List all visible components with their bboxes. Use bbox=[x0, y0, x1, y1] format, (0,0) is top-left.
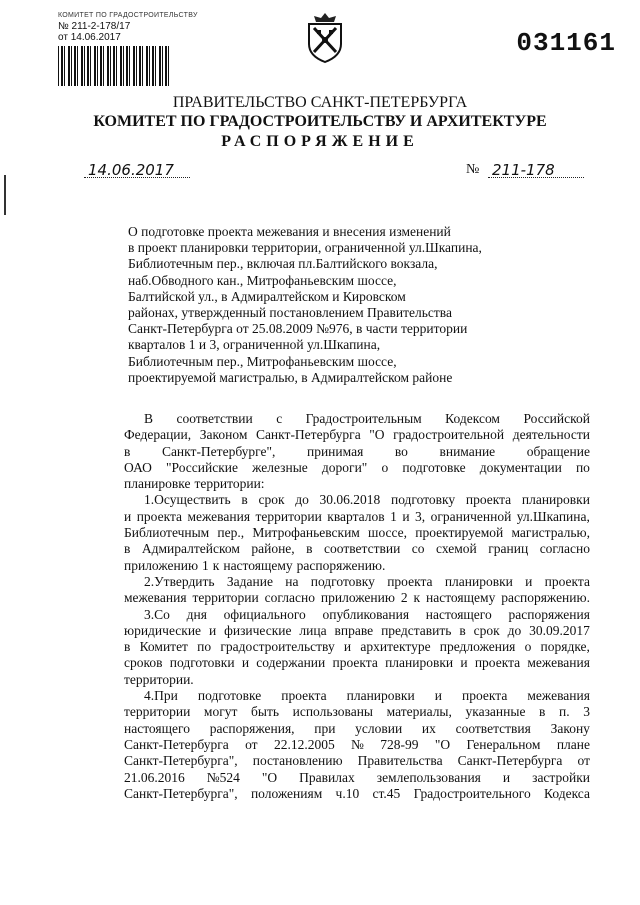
body-word: п. bbox=[559, 704, 570, 720]
body-word: обращение bbox=[526, 443, 590, 459]
body-word: и bbox=[402, 508, 410, 524]
body-line bbox=[124, 541, 590, 557]
body-line bbox=[124, 623, 590, 639]
body-word: №524 bbox=[206, 769, 240, 785]
body-word: по bbox=[575, 459, 590, 475]
body-word: к bbox=[413, 590, 421, 606]
body-word: "О bbox=[369, 427, 385, 443]
body-word: Адмиралтейском bbox=[141, 541, 240, 557]
number-label: № bbox=[466, 162, 480, 177]
number-underline bbox=[488, 177, 584, 178]
body-word: схемой bbox=[436, 541, 477, 557]
body-word: и bbox=[124, 508, 132, 524]
body-word: опубликования bbox=[322, 606, 410, 622]
body-word: подготовку bbox=[390, 492, 456, 508]
subject-line: Балтийской ул., в Адмиралтейском и Кировском bbox=[128, 288, 406, 304]
body-word: межевания bbox=[527, 655, 590, 671]
body-word: планировки bbox=[444, 573, 513, 589]
committee-title: КОМИТЕТ ПО ГРАДОСТРОИТЕЛЬСТВУ И АРХИТЕКТУРЕ bbox=[93, 113, 547, 130]
subject-line: кварталов 1 и 3, ограниченной ул.Шкапина, bbox=[128, 337, 381, 353]
body-word: в bbox=[124, 639, 131, 655]
margin-mark bbox=[4, 175, 6, 215]
body-word: и bbox=[343, 639, 352, 655]
body-word: межевания bbox=[527, 688, 590, 704]
body-word: ОАО bbox=[124, 459, 152, 475]
body-word: Закону bbox=[550, 720, 590, 736]
body-line bbox=[124, 753, 590, 769]
body-word: 30.06.2018 bbox=[319, 492, 381, 508]
body-word: Санкт-Петербурга bbox=[255, 427, 361, 443]
body-word: 2.Утвердить bbox=[144, 573, 215, 589]
body-word: Российской bbox=[523, 411, 590, 426]
body-word: к bbox=[212, 557, 220, 573]
body-word: положениям bbox=[250, 785, 323, 801]
body-word: согласно bbox=[264, 590, 315, 606]
body-line bbox=[124, 460, 590, 476]
body-word: содержании bbox=[256, 655, 326, 671]
body-word: настоящего bbox=[124, 720, 190, 736]
body-word: "О bbox=[261, 769, 278, 785]
body-line bbox=[124, 509, 590, 525]
stamp-number: № 211-2-178/17 bbox=[58, 21, 131, 32]
body-word: 728-99 bbox=[380, 736, 419, 752]
body-word: дня bbox=[186, 606, 207, 622]
body-word: Митрофаньевским bbox=[252, 525, 360, 541]
body-word: территории bbox=[255, 508, 322, 524]
body-word: распоряжения, bbox=[209, 720, 295, 736]
body-line bbox=[124, 639, 590, 655]
body-word: приложению bbox=[124, 557, 199, 573]
body-line bbox=[124, 476, 590, 492]
body-word: Санкт-Петербурга", bbox=[124, 785, 238, 801]
handwritten-date: 14.06.2017 bbox=[88, 161, 174, 179]
body-word: материалы, bbox=[386, 704, 452, 720]
body-word: Правилах bbox=[299, 769, 355, 785]
body-word: межевания bbox=[124, 590, 187, 606]
body-line bbox=[124, 786, 590, 802]
body-line bbox=[124, 704, 590, 720]
body-line bbox=[124, 590, 590, 606]
body-word: 1.Осуществить bbox=[144, 492, 231, 508]
body-word: В bbox=[144, 411, 154, 426]
body-word: во bbox=[394, 443, 408, 459]
body-word: ст.45 bbox=[372, 785, 401, 801]
body-word: проектируемой bbox=[415, 525, 504, 541]
body-word: проекта bbox=[136, 508, 183, 524]
body-word: 3, bbox=[415, 508, 426, 524]
body-word: соответствии bbox=[176, 411, 253, 426]
body-word: принимая bbox=[306, 443, 364, 459]
body-word: планировки bbox=[346, 688, 415, 704]
body-word: срок bbox=[473, 622, 500, 638]
government-title: ПРАВИТЕЛЬСТВО САНКТ-ПЕТЕРБУРГА bbox=[172, 94, 468, 111]
body-word: магистралью, bbox=[511, 525, 590, 541]
subject-line: в проект планировки территории, ограниченной ул.Шкапина, bbox=[128, 240, 482, 256]
body-word: 30.09.2017 bbox=[529, 622, 590, 638]
body-word: распоряжению. bbox=[501, 590, 590, 606]
body-word: с bbox=[276, 411, 283, 426]
body-line bbox=[124, 737, 590, 753]
body-word: Задание bbox=[226, 573, 273, 589]
body-word: от bbox=[245, 736, 258, 752]
body-word: от bbox=[577, 753, 590, 769]
body-word: Библиотечным bbox=[124, 525, 210, 541]
body-word: в bbox=[124, 541, 131, 557]
body-word: 3 bbox=[583, 704, 590, 720]
document-type: РАСПОРЯЖЕНИЕ bbox=[221, 133, 419, 150]
body-word: использованы bbox=[292, 704, 374, 720]
subject-line: районах, утвержденный постановлением Правительства bbox=[128, 305, 452, 321]
body-line bbox=[124, 411, 590, 427]
body-word: районе, bbox=[251, 541, 295, 557]
body-word: о bbox=[524, 639, 532, 655]
body-word: территории: bbox=[194, 476, 265, 492]
body-word: физические bbox=[224, 622, 292, 638]
body-line bbox=[124, 427, 590, 443]
body-line bbox=[124, 525, 590, 541]
order-body bbox=[124, 411, 590, 802]
body-word: настоящему bbox=[426, 590, 496, 606]
body-word: подготовку bbox=[310, 573, 375, 589]
body-word: планировке bbox=[124, 476, 191, 492]
body-word: планировки bbox=[521, 492, 590, 508]
body-word: "Российские bbox=[166, 459, 239, 475]
body-word: пер., bbox=[217, 525, 245, 541]
body-word: о bbox=[381, 459, 389, 475]
body-word: при bbox=[314, 720, 336, 736]
body-word: в bbox=[124, 443, 131, 459]
subject-line: Санкт-Петербурга от 25.08.2009 №976, в части территории bbox=[128, 321, 468, 337]
body-word: кварталов bbox=[327, 508, 385, 524]
body-word: Федерации, bbox=[124, 427, 192, 443]
coat-of-arms-icon bbox=[303, 12, 347, 64]
body-word: настоящему bbox=[223, 557, 293, 573]
body-word: Градостроительного bbox=[413, 785, 531, 801]
body-word: указанные bbox=[465, 704, 526, 720]
body-word: Санкт-Петербурге", bbox=[161, 443, 276, 459]
body-word: в bbox=[459, 622, 466, 638]
body-word: вправе bbox=[334, 622, 374, 638]
body-word: плане bbox=[556, 736, 590, 752]
body-word: Санкт-Петербурга bbox=[457, 753, 563, 769]
stamp-header: КОМИТЕТ ПО ГРАДОСТРОИТЕЛЬСТВУ bbox=[58, 12, 198, 19]
body-word: землепользования bbox=[376, 769, 481, 785]
document-number: 031161 bbox=[516, 28, 616, 58]
body-word: со bbox=[411, 541, 425, 557]
body-word: распоряжению. bbox=[296, 557, 386, 573]
body-word: проекта bbox=[387, 573, 433, 589]
body-word: архитектуре bbox=[360, 639, 431, 655]
body-line bbox=[124, 444, 590, 460]
body-word: подготовке bbox=[402, 459, 466, 475]
body-word: Санкт-Петербурга", bbox=[124, 753, 238, 769]
body-word: соответствии bbox=[324, 541, 401, 557]
body-word: проекта bbox=[544, 573, 590, 589]
subject-line: Библиотечным пер., Митрофаньевским шоссе, bbox=[128, 353, 397, 369]
body-word: до bbox=[295, 492, 309, 508]
body-word: и bbox=[434, 688, 442, 704]
body-word: границ bbox=[488, 541, 529, 557]
body-word: территории bbox=[192, 590, 259, 606]
body-word: на bbox=[285, 573, 299, 589]
body-word: 1 bbox=[202, 557, 209, 573]
body-word: межевания bbox=[187, 508, 251, 524]
body-word: юридические bbox=[124, 622, 202, 638]
barcode bbox=[58, 46, 170, 86]
body-word: подготовки bbox=[169, 655, 235, 671]
body-word: проекта bbox=[465, 492, 512, 508]
body-word: и bbox=[502, 769, 511, 785]
body-line bbox=[124, 672, 590, 688]
body-word: Кодекса bbox=[544, 785, 590, 801]
body-word: официального bbox=[223, 606, 306, 622]
body-word: застройки bbox=[532, 769, 590, 785]
body-line bbox=[124, 607, 590, 623]
body-word: предложения bbox=[439, 639, 516, 655]
body-word: соответствия bbox=[455, 720, 531, 736]
body-word: по bbox=[197, 639, 212, 655]
body-word: представить bbox=[381, 622, 452, 638]
body-line bbox=[124, 721, 590, 737]
body-word: документации bbox=[479, 459, 562, 475]
body-word: градостроительной bbox=[393, 427, 505, 443]
body-word: и bbox=[460, 655, 468, 671]
subject-line: О подготовке проекта межевания и внесения изменений bbox=[128, 224, 451, 239]
stamp-date: от 14.06.2017 bbox=[58, 32, 121, 43]
body-word: 3.Со bbox=[144, 606, 170, 622]
body-word: условии bbox=[355, 720, 403, 736]
body-word: ч.10 bbox=[335, 785, 360, 801]
body-word: ограниченной bbox=[430, 508, 512, 524]
body-word: Законом bbox=[199, 427, 248, 443]
body-line bbox=[124, 492, 590, 508]
body-word: их bbox=[421, 720, 436, 736]
body-word: быть bbox=[251, 704, 279, 720]
body-word: 4.При bbox=[144, 688, 178, 704]
date-underline bbox=[84, 177, 190, 178]
body-line bbox=[124, 574, 590, 590]
body-word: подготовке bbox=[197, 688, 262, 704]
body-word: Генеральном bbox=[466, 736, 541, 752]
subject-block bbox=[128, 224, 482, 386]
body-word: срок bbox=[258, 492, 285, 508]
body-word: 2 bbox=[400, 590, 408, 606]
body-word: внимание bbox=[439, 443, 496, 459]
body-word: № bbox=[351, 736, 364, 752]
body-word: дороги" bbox=[321, 459, 368, 475]
body-word: территории. bbox=[124, 671, 194, 687]
body-word: Правительства bbox=[357, 753, 443, 769]
subject-line: наб.Обводного кан., Митрофаньевским шоссе, bbox=[128, 272, 397, 288]
body-word: лица bbox=[299, 622, 327, 638]
body-word: 22.12.2005 bbox=[273, 736, 335, 752]
body-word: Градостроительным bbox=[305, 411, 422, 426]
body-word: шоссе, bbox=[368, 525, 408, 541]
body-word: распоряжения bbox=[508, 606, 590, 622]
body-word: ул.Шкапина, bbox=[516, 508, 590, 524]
body-word: Кодексом bbox=[445, 411, 500, 426]
handwritten-number: 211-178 bbox=[492, 161, 555, 179]
body-word: Комитет bbox=[139, 639, 188, 655]
body-word: в bbox=[241, 492, 248, 508]
body-line bbox=[124, 770, 590, 786]
body-word: в bbox=[539, 704, 546, 720]
body-line bbox=[124, 688, 590, 704]
body-word: 1 bbox=[390, 508, 397, 524]
body-word: "О bbox=[434, 736, 451, 752]
body-word: территории bbox=[124, 704, 191, 720]
body-word: проекта bbox=[474, 655, 521, 671]
subject-line: Библиотечным пер., включая пл.Балтийского вокзала, bbox=[128, 256, 438, 272]
body-word: проекта bbox=[462, 688, 508, 704]
body-word: и bbox=[525, 573, 533, 589]
body-word: в bbox=[306, 541, 313, 557]
body-word: сроков bbox=[124, 655, 163, 671]
body-word: проекта bbox=[281, 688, 327, 704]
body-word: 21.06.2016 bbox=[124, 769, 185, 785]
body-word: могут bbox=[203, 704, 238, 720]
body-word: согласно bbox=[539, 541, 590, 557]
body-word: настоящего bbox=[425, 606, 492, 622]
body-word: и bbox=[241, 655, 250, 671]
body-word: порядке, bbox=[540, 639, 590, 655]
body-word: деятельности bbox=[512, 427, 590, 443]
body-word: градостроительству bbox=[220, 639, 335, 655]
registration-stamp bbox=[58, 12, 198, 86]
body-word: проекта bbox=[332, 655, 378, 671]
body-word: постановлению bbox=[252, 753, 343, 769]
body-line bbox=[124, 558, 590, 574]
body-word: железные bbox=[252, 459, 308, 475]
subject-line: проектируемой магистралью, в Адмиралтейском районе bbox=[128, 369, 453, 385]
body-word: до bbox=[507, 622, 522, 638]
body-word: приложению bbox=[320, 590, 395, 606]
body-word: планировки bbox=[385, 655, 454, 671]
body-word: и bbox=[208, 622, 217, 638]
body-line bbox=[124, 655, 590, 671]
body-word: Санкт-Петербурга bbox=[124, 736, 229, 752]
